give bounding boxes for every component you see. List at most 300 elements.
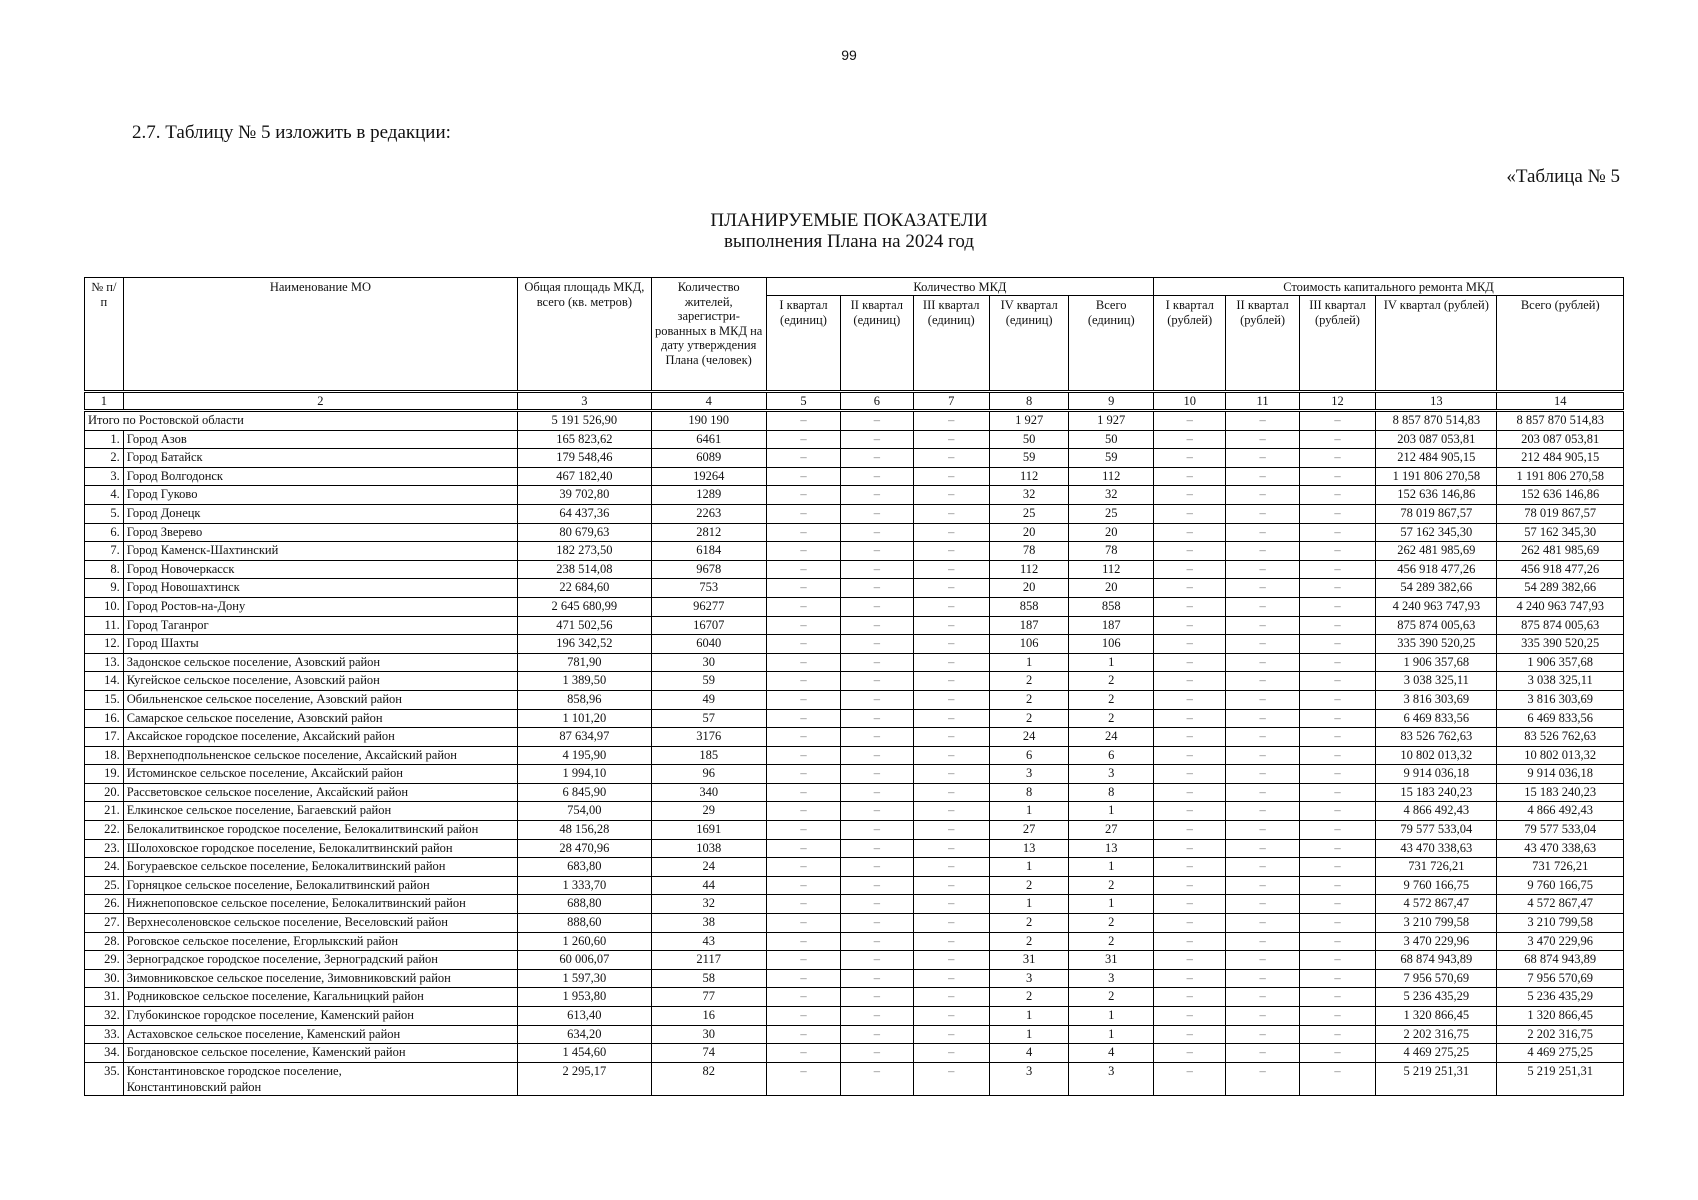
row-name: Город Донецк [123,504,517,523]
page-number: 99 [841,47,857,63]
row-c1: – [1154,802,1226,821]
row-c1: – [1154,932,1226,951]
row-name: Город Каменск-Шахтинский [123,542,517,561]
row-residents: 59 [651,672,766,691]
row-num: 25. [85,876,124,895]
row-total-cost: 79 577 533,04 [1497,821,1624,840]
row-q1: – [766,579,840,598]
row-num: 19. [85,765,124,784]
row-name: Богдановское сельское поселение, Каменский район [123,1044,517,1063]
row-area: 781,90 [518,653,652,672]
row-total-units: 59 [1069,449,1154,468]
row-q1: – [766,1025,840,1044]
row-area: 48 156,28 [518,821,652,840]
row-residents: 16 [651,1007,766,1026]
row-residents: 2812 [651,523,766,542]
total-q3: – [913,411,989,431]
row-c4: 262 481 985,69 [1376,542,1497,561]
table-row [85,709,1624,728]
row-q1: – [766,858,840,877]
row-total-cost: 83 526 762,63 [1497,728,1624,747]
row-area: 165 823,62 [518,430,652,449]
row-q4: 13 [989,839,1068,858]
header-name: Наименование МО [123,278,517,392]
table-row [85,951,1624,970]
row-c4: 83 526 762,63 [1376,728,1497,747]
row-q1: – [766,597,840,616]
row-q1: – [766,746,840,765]
row-name: Город Батайск [123,449,517,468]
row-num: 35. [85,1062,124,1095]
row-c3: – [1299,839,1375,858]
table-row [85,560,1624,579]
row-q2: – [841,467,913,486]
row-q3: – [913,1044,989,1063]
row-q4: 4 [989,1044,1068,1063]
row-q4: 2 [989,690,1068,709]
row-q1: – [766,802,840,821]
row-q4: 31 [989,951,1068,970]
row-q3: – [913,430,989,449]
row-total-units: 858 [1069,597,1154,616]
header-q1-units: I квартал (единиц) [766,296,840,392]
row-q4: 1 [989,858,1068,877]
row-q3: – [913,523,989,542]
row-name: Истоминское сельское поселение, Аксайский район [123,765,517,784]
row-c2: – [1226,560,1299,579]
row-residents: 32 [651,895,766,914]
row-q3: – [913,746,989,765]
row-c2: – [1226,895,1299,914]
table-row [85,542,1624,561]
column-number: 11 [1226,392,1299,411]
table-row [85,932,1624,951]
row-c3: – [1299,523,1375,542]
row-q3: – [913,969,989,988]
row-q1: – [766,765,840,784]
column-number: 9 [1069,392,1154,411]
row-q4: 112 [989,467,1068,486]
row-total-units: 25 [1069,504,1154,523]
row-c2: – [1226,523,1299,542]
row-c1: – [1154,858,1226,877]
row-area: 1 454,60 [518,1044,652,1063]
total-residents: 190 190 [651,411,766,431]
header-q2-units: II квартал (единиц) [841,296,913,392]
row-residents: 16707 [651,616,766,635]
row-c3: – [1299,858,1375,877]
row-total-units: 2 [1069,988,1154,1007]
row-q2: – [841,504,913,523]
row-c4: 1 320 866,45 [1376,1007,1497,1026]
row-num: 20. [85,783,124,802]
row-area: 1 597,30 [518,969,652,988]
row-q3: – [913,653,989,672]
row-residents: 6184 [651,542,766,561]
row-total-units: 187 [1069,616,1154,635]
row-q1: – [766,839,840,858]
total-c4: 8 857 870 514,83 [1376,411,1497,431]
row-c4: 3 470 229,96 [1376,932,1497,951]
column-number: 7 [913,392,989,411]
row-residents: 1289 [651,486,766,505]
row-c2: – [1226,1062,1299,1095]
row-total-units: 31 [1069,951,1154,970]
row-num: 13. [85,653,124,672]
row-total-units: 1 [1069,1007,1154,1026]
total-area: 5 191 526,90 [518,411,652,431]
row-total-cost: 5 219 251,31 [1497,1062,1624,1095]
header-residents: Количество жителей, зарегистри-рованных в МКД на дату утверждения Плана (человек) [651,278,766,392]
row-total-units: 3 [1069,969,1154,988]
row-c2: – [1226,616,1299,635]
row-q2: – [841,560,913,579]
header-q3-units: III квартал (единиц) [913,296,989,392]
table-row [85,1025,1624,1044]
row-c4: 6 469 833,56 [1376,709,1497,728]
row-c2: – [1226,486,1299,505]
total-c2: – [1226,411,1299,431]
row-area: 28 470,96 [518,839,652,858]
row-c4: 10 802 013,32 [1376,746,1497,765]
table-header [85,278,1624,411]
row-c2: – [1226,821,1299,840]
table-row [85,783,1624,802]
row-c1: – [1154,597,1226,616]
row-residents: 96277 [651,597,766,616]
header-num: № п/п [85,278,124,392]
row-area: 196 342,52 [518,635,652,654]
row-q3: – [913,467,989,486]
row-q4: 1 [989,653,1068,672]
row-name: Белокалитвинское городское поселение, Белокалитвинский район [123,821,517,840]
row-c3: – [1299,969,1375,988]
row-c1: – [1154,839,1226,858]
row-total-units: 112 [1069,560,1154,579]
row-q4: 2 [989,932,1068,951]
row-area: 858,96 [518,690,652,709]
row-residents: 58 [651,969,766,988]
row-num: 7. [85,542,124,561]
row-q3: – [913,895,989,914]
row-name: Рассветовское сельское поселение, Аксайский район [123,783,517,802]
row-c1: – [1154,728,1226,747]
row-q4: 6 [989,746,1068,765]
row-total-units: 1 [1069,895,1154,914]
row-q1: – [766,1062,840,1095]
row-total-units: 1 [1069,653,1154,672]
row-c1: – [1154,951,1226,970]
row-q3: – [913,1007,989,1026]
row-residents: 2117 [651,951,766,970]
row-num: 32. [85,1007,124,1026]
row-q2: – [841,858,913,877]
table-row [85,746,1624,765]
row-total-cost: 57 162 345,30 [1497,523,1624,542]
row-q2: – [841,1044,913,1063]
row-total-cost: 3 470 229,96 [1497,932,1624,951]
header-q2-rub: II квартал (рублей) [1226,296,1299,392]
row-name: Зимовниковское сельское поселение, Зимовниковский район [123,969,517,988]
row-c4: 68 874 943,89 [1376,951,1497,970]
row-c4: 54 289 382,66 [1376,579,1497,598]
row-name [123,1062,517,1095]
row-residents: 30 [651,653,766,672]
table-row [85,523,1624,542]
row-q3: – [913,449,989,468]
table-row [85,1044,1624,1063]
row-q2: – [841,542,913,561]
row-q2: – [841,932,913,951]
row-total-cost: 262 481 985,69 [1497,542,1624,561]
row-q2: – [841,783,913,802]
row-area: 87 634,97 [518,728,652,747]
row-num: 11. [85,616,124,635]
row-c1: – [1154,1025,1226,1044]
row-area: 238 514,08 [518,560,652,579]
row-c4: 1 191 806 270,58 [1376,467,1497,486]
table-row [85,1007,1624,1026]
row-num: 31. [85,988,124,1007]
row-c4: 3 816 303,69 [1376,690,1497,709]
row-q2: – [841,616,913,635]
row-q3: – [913,728,989,747]
row-total-units: 24 [1069,728,1154,747]
row-q1: – [766,523,840,542]
row-total-cost: 3 210 799,58 [1497,914,1624,933]
row-c3: – [1299,932,1375,951]
row-q4: 3 [989,765,1068,784]
row-c4: 875 874 005,63 [1376,616,1497,635]
row-num: 24. [85,858,124,877]
row-area: 1 994,10 [518,765,652,784]
row-q4: 2 [989,709,1068,728]
row-q3: – [913,1025,989,1044]
row-c3: – [1299,542,1375,561]
row-name: Зерноградское городское поселение, Зерноградский район [123,951,517,970]
row-total-cost: 731 726,21 [1497,858,1624,877]
row-residents: 340 [651,783,766,802]
header-total-units: Всего (единиц) [1069,296,1154,392]
header-mkd-group: Количество МКД [766,278,1153,296]
row-q1: – [766,635,840,654]
row-name: Астаховское сельское поселение, Каменский район [123,1025,517,1044]
row-c1: – [1154,560,1226,579]
row-num: 4. [85,486,124,505]
row-name: Город Шахты [123,635,517,654]
row-q4: 112 [989,560,1068,579]
row-c2: – [1226,783,1299,802]
row-c1: – [1154,895,1226,914]
row-num: 1. [85,430,124,449]
row-area: 39 702,80 [518,486,652,505]
table-row [85,839,1624,858]
row-num: 27. [85,914,124,933]
row-name: Город Гуково [123,486,517,505]
row-c4: 7 956 570,69 [1376,969,1497,988]
header-q4-rub: IV квартал (рублей) [1376,296,1497,392]
header-cost-group: Стоимость капитального ремонта МКД [1154,278,1624,296]
row-total-cost: 4 240 963 747,93 [1497,597,1624,616]
row-area: 754,00 [518,802,652,821]
row-c1: – [1154,1044,1226,1063]
row-c2: – [1226,504,1299,523]
row-total-cost: 1 320 866,45 [1497,1007,1624,1026]
row-q4: 3 [989,969,1068,988]
row-c3: – [1299,746,1375,765]
row-total-cost: 456 918 477,26 [1497,560,1624,579]
row-c1: – [1154,542,1226,561]
row-c4: 57 162 345,30 [1376,523,1497,542]
table-row [85,802,1624,821]
row-c1: – [1154,709,1226,728]
row-q3: – [913,802,989,821]
row-c2: – [1226,690,1299,709]
column-number: 10 [1154,392,1226,411]
table-row [85,449,1624,468]
row-area: 22 684,60 [518,579,652,598]
row-q2: – [841,765,913,784]
row-q2: – [841,839,913,858]
row-total-units: 1 [1069,1025,1154,1044]
row-residents: 49 [651,690,766,709]
row-q1: – [766,876,840,895]
row-area: 1 389,50 [518,672,652,691]
row-q4: 8 [989,783,1068,802]
row-c3: – [1299,821,1375,840]
row-name-line-2: Константиновский район [126,1079,262,1094]
row-q3: – [913,914,989,933]
column-number: 6 [841,392,913,411]
row-q2: – [841,728,913,747]
row-q3: – [913,876,989,895]
row-c1: – [1154,821,1226,840]
row-q3: – [913,858,989,877]
column-number: 5 [766,392,840,411]
row-total-units: 6 [1069,746,1154,765]
total-q4: 1 927 [989,411,1068,431]
row-q3: – [913,579,989,598]
row-q2: – [841,1007,913,1026]
row-total-units: 8 [1069,783,1154,802]
row-name-line-1: Константиновское городское поселение, [126,1063,342,1078]
row-num: 10. [85,597,124,616]
row-q3: – [913,635,989,654]
row-q2: – [841,914,913,933]
row-total-units: 50 [1069,430,1154,449]
row-residents: 3176 [651,728,766,747]
row-q1: – [766,672,840,691]
row-q3: – [913,672,989,691]
row-q4: 78 [989,542,1068,561]
row-total-units: 13 [1069,839,1154,858]
row-total-cost: 43 470 338,63 [1497,839,1624,858]
row-num: 29. [85,951,124,970]
row-q4: 59 [989,449,1068,468]
row-total-cost: 1 906 357,68 [1497,653,1624,672]
row-area: 60 006,07 [518,951,652,970]
row-c1: – [1154,914,1226,933]
row-residents: 44 [651,876,766,895]
row-c2: – [1226,1007,1299,1026]
row-q2: – [841,746,913,765]
row-q4: 27 [989,821,1068,840]
total-q1: – [766,411,840,431]
row-residents: 82 [651,1062,766,1095]
table-body [85,411,1624,1096]
total-q2: – [841,411,913,431]
row-total-cost: 3 816 303,69 [1497,690,1624,709]
row-q4: 24 [989,728,1068,747]
row-q1: – [766,709,840,728]
row-c3: – [1299,914,1375,933]
row-c3: – [1299,895,1375,914]
row-c2: – [1226,932,1299,951]
row-name: Верхнеподпольненское сельское поселение, Аксайский район [123,746,517,765]
row-area: 2 645 680,99 [518,597,652,616]
row-q4: 2 [989,988,1068,1007]
row-c3: – [1299,690,1375,709]
row-q2: – [841,802,913,821]
row-q1: – [766,821,840,840]
row-c1: – [1154,635,1226,654]
row-c2: – [1226,914,1299,933]
title-line-2: выполнения Плана на 2024 год [723,231,975,252]
row-c3: – [1299,504,1375,523]
row-total-cost: 1 191 806 270,58 [1497,467,1624,486]
row-c1: – [1154,616,1226,635]
row-q4: 187 [989,616,1068,635]
row-total-cost: 15 183 240,23 [1497,783,1624,802]
row-q3: – [913,504,989,523]
row-c3: – [1299,783,1375,802]
row-total-units: 2 [1069,709,1154,728]
column-number: 2 [123,392,517,411]
row-total-cost: 9 760 166,75 [1497,876,1624,895]
row-c4: 152 636 146,86 [1376,486,1497,505]
row-q2: – [841,988,913,1007]
row-residents: 38 [651,914,766,933]
table-row [85,876,1624,895]
row-residents: 753 [651,579,766,598]
row-c2: – [1226,653,1299,672]
row-num: 12. [85,635,124,654]
row-c2: – [1226,542,1299,561]
row-c3: – [1299,560,1375,579]
table-row [85,821,1624,840]
row-total-units: 2 [1069,876,1154,895]
row-q1: – [766,932,840,951]
row-area: 179 548,46 [518,449,652,468]
row-c1: – [1154,579,1226,598]
row-c3: – [1299,579,1375,598]
row-c2: – [1226,839,1299,858]
row-c4: 731 726,21 [1376,858,1497,877]
row-c1: – [1154,876,1226,895]
row-name: Город Ростов-на-Дону [123,597,517,616]
row-c1: – [1154,653,1226,672]
row-total-cost: 4 469 275,25 [1497,1044,1624,1063]
table-caption: «Таблица № 5 [1506,166,1620,187]
row-name: Шолоховское городское поселение, Белокалитвинский район [123,839,517,858]
row-q4: 25 [989,504,1068,523]
row-residents: 2263 [651,504,766,523]
row-c3: – [1299,449,1375,468]
table-row [85,914,1624,933]
total-cost: 8 857 870 514,83 [1497,411,1624,431]
row-q3: – [913,542,989,561]
row-c1: – [1154,504,1226,523]
